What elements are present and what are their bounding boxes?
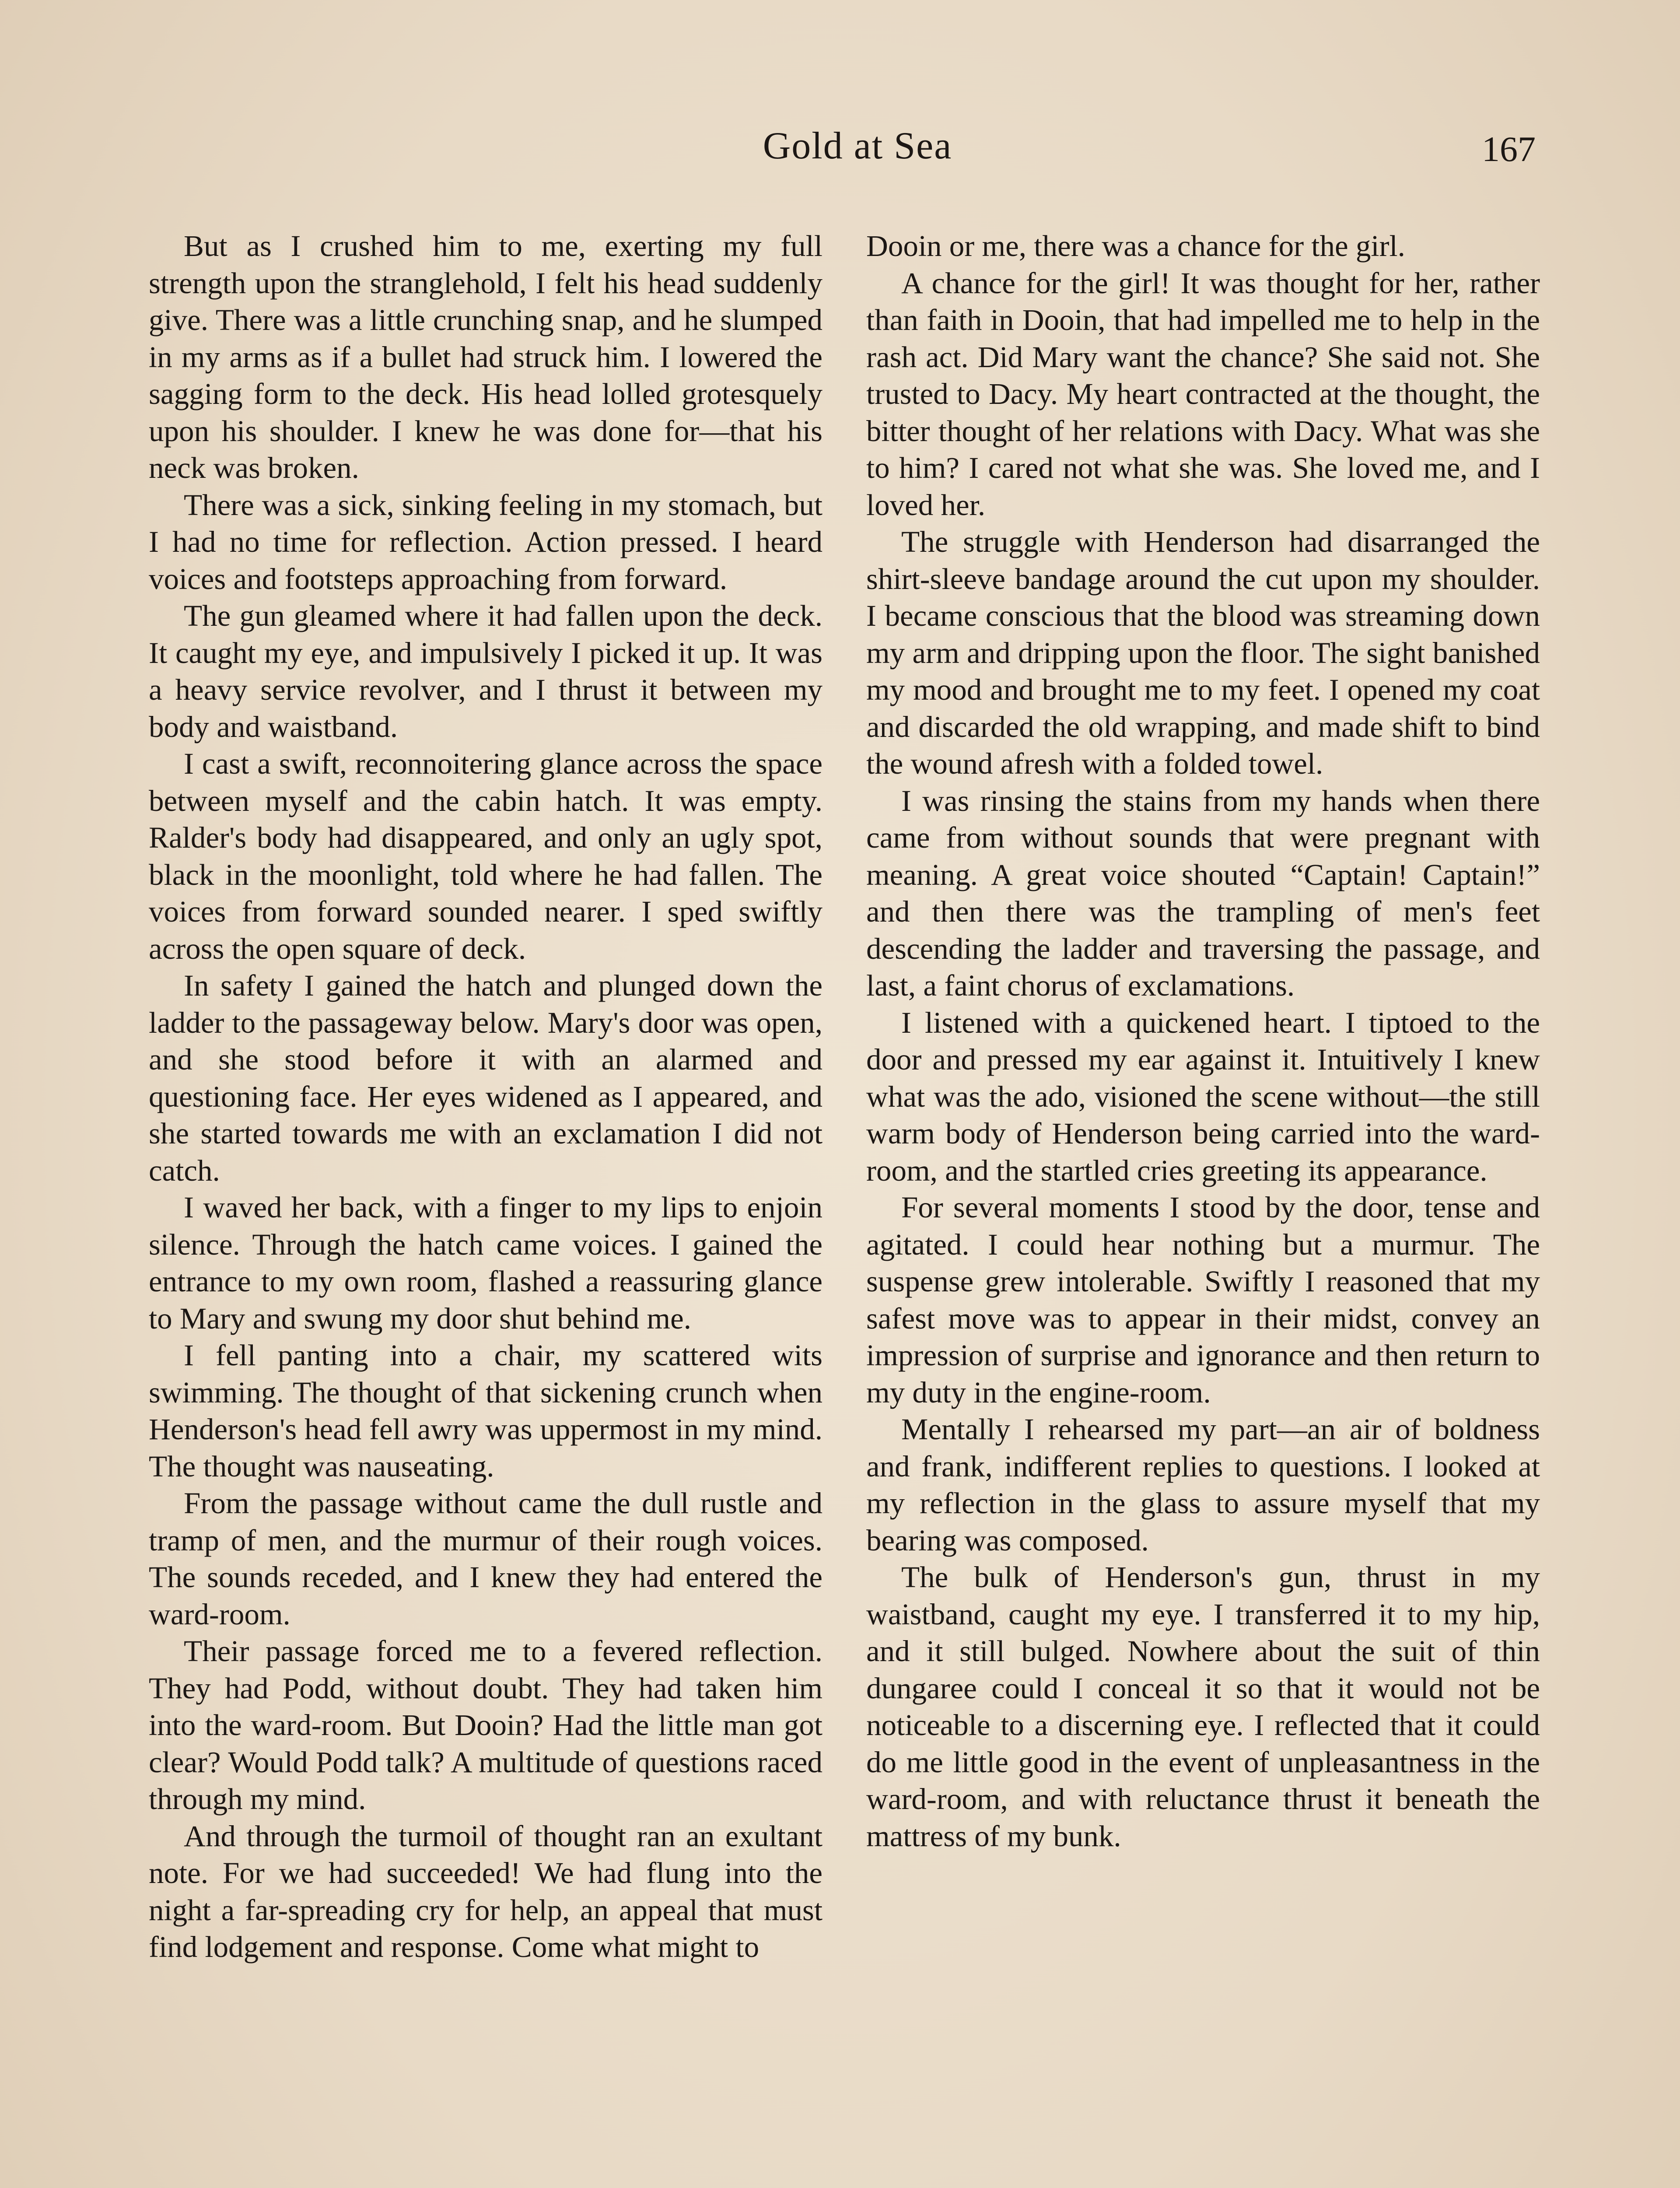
paragraph: In safety I gained the hatch and plunged down the ladder to the passageway below. Mary's door was open, and she stood before it with an alarmed and questioning face. Her eyes widened as I appeared, and she started towards me with an exclamation I did not catch. bbox=[149, 969, 822, 1187]
right-column bbox=[866, 228, 1540, 1855]
paragraph: I cast a swift, reconnoitering glance across the space between myself and the cabin hatch. It was empty. Ralder's body had disappeared, and only an ugly spot, black in the moonlight, told where he had fallen. The voices from forward sounded nearer. I sped swiftly across the open square of deck. bbox=[149, 747, 822, 965]
page-number: 167 bbox=[1482, 129, 1536, 169]
paragraph: There was a sick, sinking feeling in my stomach, but I had no time for reflection. Action pressed. I heard voices and footsteps approaching from forward. bbox=[149, 488, 822, 596]
paragraph: I fell panting into a chair, my scattered wits swimming. The thought of that sickening crunch when Henderson's head fell awry was uppermost in my mind. The thought was nauseating. bbox=[149, 1339, 822, 1483]
paragraph: I waved her back, with a finger to my lips to enjoin silence. Through the hatch came voices. I gained the entrance to my own room, flashed a reassuring glance to Mary and swung my door shut behind me. bbox=[149, 1191, 822, 1335]
paragraph: I was rinsing the stains from my hands when there came from without sounds that were pregnant with meaning. A great voice shouted “Captain! Captain!” and then there was the trampling of men's feet descending the ladder and traversing the passage, and last, a faint chorus of exclamations. bbox=[866, 784, 1540, 1002]
paragraph: The bulk of Henderson's gun, thrust in my waistband, caught my eye. I transferred it to my hip, and it still bulged. Nowhere about the suit of thin dungaree could I conceal it so that it would not be noticeable to a discerning eye. I reflected that it could do me little good in the event of unpleasantness in the ward-room, and with reluctance thrust it beneath the mattress of my bunk. bbox=[866, 1560, 1540, 1853]
paragraph: But as I crushed him to me, exerting my full strength upon the stranglehold, I felt his head suddenly give. There was a little crunching snap, and he slumped in my arms as if a bullet had struck him. I lowered the sagging form to the deck. His head lolled grotesquely upon his shoulder. I knew he was done for—that his neck was broken. bbox=[149, 229, 822, 484]
paragraph: For several moments I stood by the door, tense and agitated. I could hear nothing but a murmur. The suspense grew intolerable. Swiftly I reasoned that my safest move was to appear in their midst, convey an impression of surprise and ignorance and then return to my duty in the engine-room. bbox=[866, 1191, 1540, 1409]
paragraph-continued: Dooin or me, there was a chance for the girl. bbox=[866, 229, 1405, 263]
running-title: Gold at Sea bbox=[763, 125, 952, 167]
paragraph: From the passage without came the dull rustle and tramp of men, and the murmur of their rough voices. The sounds receded, and I knew they had entered the ward-room. bbox=[149, 1487, 822, 1631]
paragraph: The struggle with Henderson had disarranged the shirt-sleeve bandage around the cut upon my shoulder. I became conscious that the blood was streaming down my arm and dripping upon the floor. The sight banished my mood and brought me to my feet. I opened my coat and discarded the old wrapping, and made shift to bind the wound afresh with a folded towel. bbox=[866, 525, 1540, 780]
paragraph: A chance for the girl! It was thought for her, rather than faith in Dooin, that had impelled me to help in the rash act. Did Mary want the chance? She said not. She trusted to Dacy. My heart contracted at the thought, the bitter thought of her relations with Dacy. What was she to him? I cared not what she was. She loved me, and I loved her. bbox=[866, 266, 1540, 522]
paragraph: I listened with a quickened heart. I tiptoed to the door and pressed my ear against it. Intuitively I knew what was the ado, visioned the scene without—the still warm body of Henderson being carried into the ward-room, and the startled cries greeting its appearance. bbox=[866, 1006, 1540, 1187]
paragraph: And through the turmoil of thought ran an exultant note. For we had succeeded! We had flung into the night a far-spreading cry for help, an appeal that must find lodgement and response. Come what might to bbox=[149, 1819, 822, 1964]
paragraph: Their passage forced me to a fevered reflection. They had Podd, without doubt. They had taken him into the ward-room. But Dooin? Had the little man got clear? Would Podd talk? A multitude of questions raced through my mind. bbox=[149, 1634, 822, 1816]
paragraph: The gun gleamed where it had fallen upon the deck. It caught my eye, and impulsively I picked it up. It was a heavy service revolver, and I thrust it between my body and waistband. bbox=[149, 599, 822, 743]
left-column bbox=[149, 228, 822, 1966]
paragraph: Mentally I rehearsed my part—an air of boldness and frank, indifferent replies to questions. I looked at my reflection in the glass to assure myself that my bearing was composed. bbox=[866, 1413, 1540, 1557]
